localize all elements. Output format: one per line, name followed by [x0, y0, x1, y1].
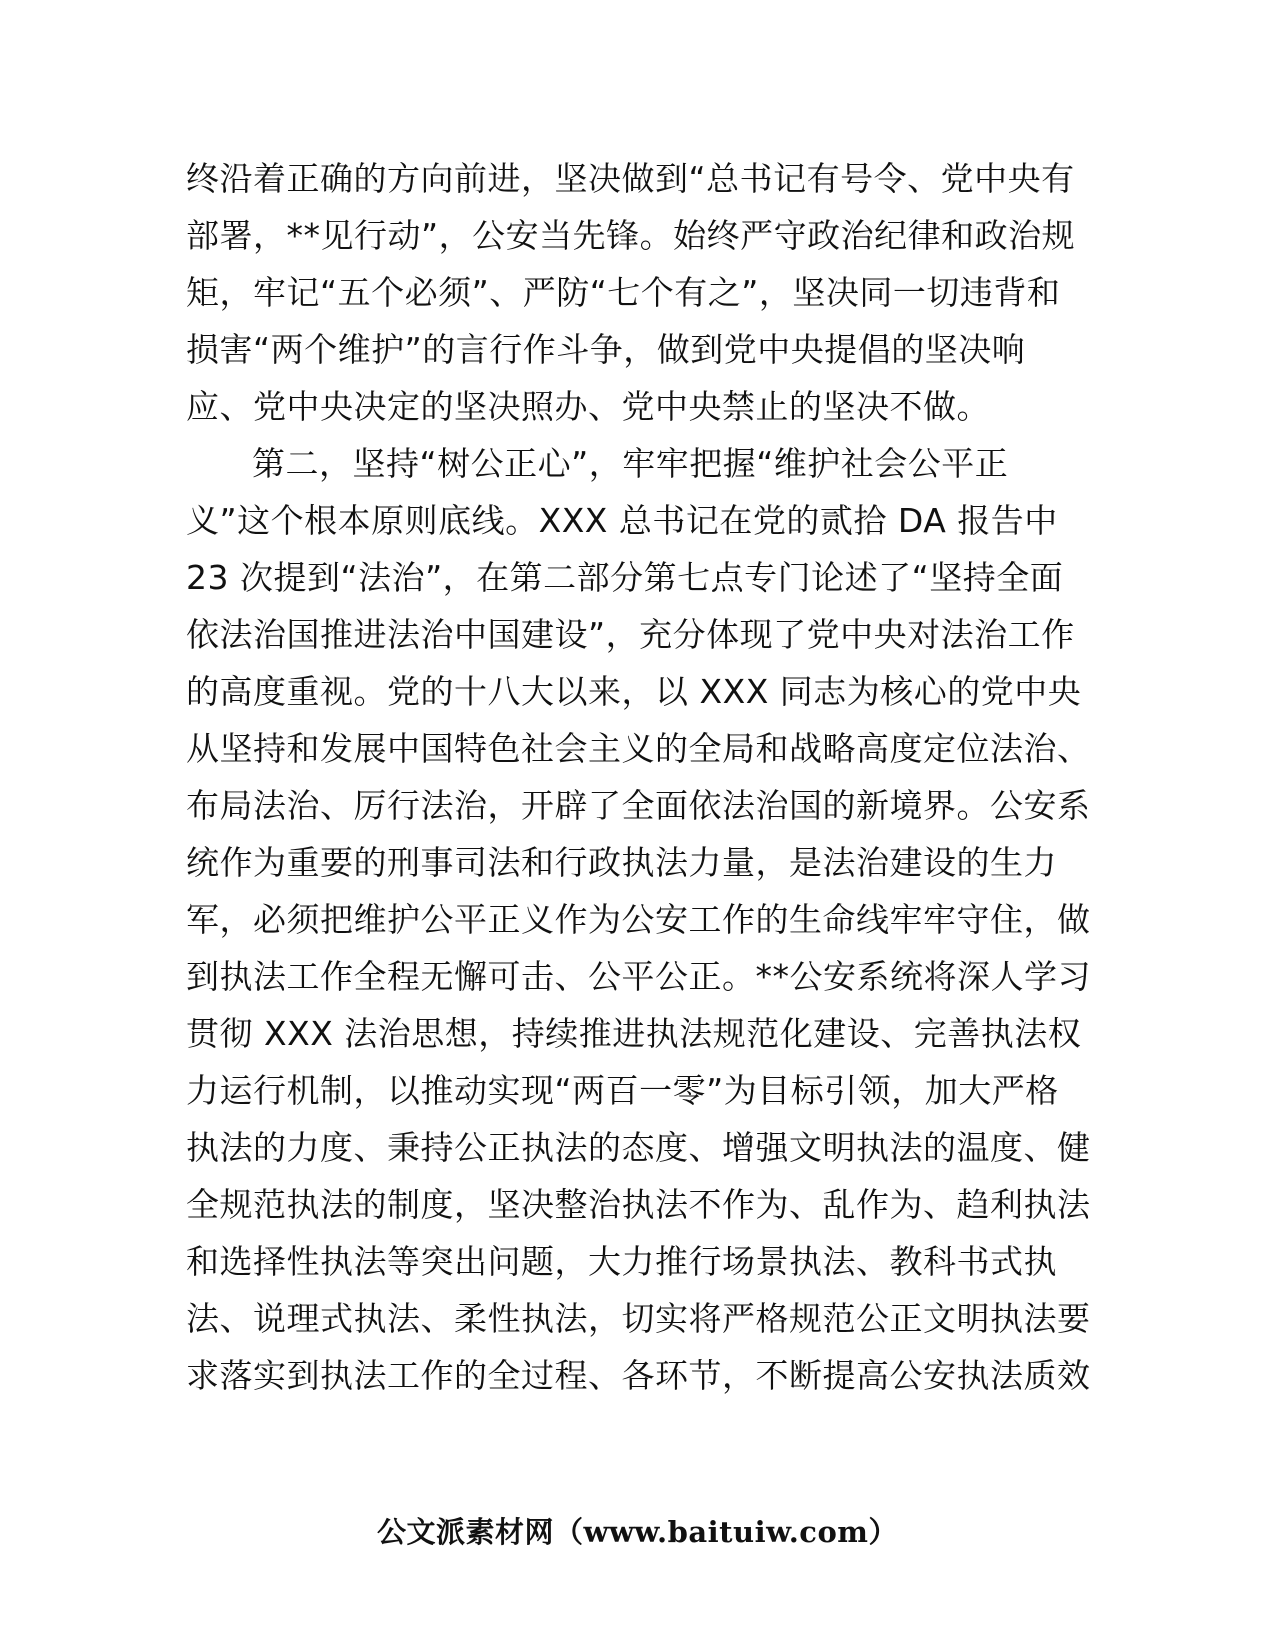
- paragraph-line: 部署，**见行动”，公安当先锋。始终严守政治纪律和政治规: [186, 216, 1076, 255]
- paragraph-line: 布局法治、厉行法治，开辟了全面依法治国的新境界。公安系: [186, 786, 1091, 825]
- paragraph-line: 全规范执法的制度，坚决整治执法不作为、乱作为、趋利执法: [186, 1185, 1091, 1224]
- paragraph-line: 执法的力度、秉持公正执法的态度、增强文明执法的温度、健: [186, 1128, 1091, 1167]
- paragraph-line: 终沿着正确的方向前进，坚决做到“总书记有号令、党中央有: [186, 159, 1075, 198]
- paragraph-line: 力运行机制，以推动实现“两百一零”为目标引领，加大严格: [186, 1071, 1059, 1110]
- document-body: [186, 150, 1091, 1404]
- paragraph-line: 到执法工作全程无懈可击、公平公正。**公安系统将深人学习: [186, 957, 1091, 996]
- paragraph-line: 从坚持和发展中国特色社会主义的全局和战略高度定位法治、: [186, 729, 1091, 768]
- paragraph-line: 法、说理式执法、柔性执法，切实将严格规范公正文明执法要: [186, 1299, 1091, 1338]
- footer-watermark: 公文派素材网（www.baituiw.com）: [377, 1515, 898, 1549]
- paragraph-2: [186, 435, 1091, 1404]
- paragraph-line: 第二，坚持“树公正心”，牢牢把握“维护社会公平正: [252, 444, 1009, 483]
- paragraph-line: 损害“两个维护”的言行作斗争，做到党中央提倡的坚决响: [186, 330, 1026, 369]
- paragraph-line: 义”这个根本原则底线。XXX 总书记在党的贰拾 DA 报告中: [186, 501, 1058, 540]
- paragraph-1: [186, 150, 1086, 435]
- paragraph-line: 和选择性执法等突出问题，大力推行场景执法、教科书式执: [186, 1242, 1057, 1281]
- paragraph-line: 的高度重视。党的十八大以来，以 XXX 同志为核心的党中央: [186, 672, 1082, 711]
- paragraph-line: 统作为重要的刑事司法和行政执法力量，是法治建设的生力: [186, 843, 1057, 882]
- paragraph-line: 依法治国推进法治中国建设”，充分体现了党中央对法治工作: [186, 615, 1075, 654]
- paragraph-line: 应、党中央决定的坚决照办、党中央禁止的坚决不做。: [186, 387, 990, 426]
- paragraph-line: 矩，牢记“五个必须”、严防“七个有之”，坚决同一切违背和: [186, 273, 1061, 312]
- paragraph-line: 军，必须把维护公平正义作为公安工作的生命线牢牢守住，做: [186, 900, 1091, 939]
- paragraph-line: 贯彻 XXX 法治思想，持续推进执法规范化建设、完善执法权: [186, 1014, 1082, 1053]
- paragraph-line: 23 次提到“法治”，在第二部分第七点专门论述了“坚持全面: [186, 558, 1064, 597]
- paragraph-line: 求落实到执法工作的全过程、各环节，不断提高公安执法质效: [186, 1356, 1091, 1395]
